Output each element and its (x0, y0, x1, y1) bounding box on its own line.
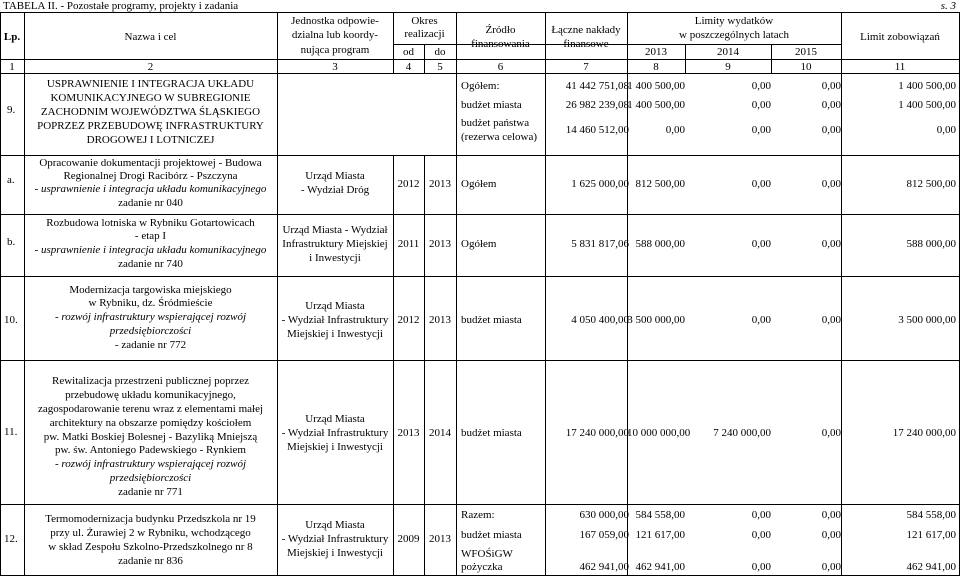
col-number: 7 (583, 61, 589, 73)
value-cell: 0,00 (751, 178, 771, 190)
row-name-line: Rozbudowa lotniska w Rybniku Gotartowicach (46, 217, 255, 229)
source-label: budżet miasta (461, 427, 522, 439)
row-unit-line: Infrastruktury Miejskiej (282, 238, 388, 250)
col-unit-header-2: dzialna lub koordy- (291, 29, 379, 41)
value-cell: 41 442 751,08 (565, 80, 629, 92)
source-label: Ogółem: (461, 80, 500, 92)
value-cell: 0,00 (821, 509, 841, 521)
row-unit-line: Urząd Miasta - Wydział (282, 224, 388, 236)
row-unit-line: - Wydział Infrastruktury (281, 314, 389, 326)
source-label: Razem: (461, 509, 495, 521)
row-task-number: zadanie nr 040 (118, 197, 183, 209)
row-name-line: USPRAWNIENIE I INTEGRACJA UKŁADU (46, 78, 255, 90)
row-unit-line: Miejskiej i Inwestycji (287, 441, 383, 453)
row-name-line: Termomodernizacja budynku Przedszkola nr 19 (45, 513, 256, 525)
value-cell: 0,00 (821, 178, 841, 190)
row-year-from: 2012 (397, 178, 420, 190)
value-cell: 584 558,00 (906, 509, 956, 521)
row-lp: 10. (4, 314, 18, 326)
source-label: Ogółem (461, 178, 497, 190)
source-label: budżet miasta (461, 99, 522, 111)
value-cell: 0,00 (751, 509, 771, 521)
row-year-to: 2014 (429, 427, 451, 439)
value-cell: 26 982 239,08 (565, 99, 629, 111)
row-unit-line: Miejskiej i Inwestycji (287, 547, 383, 559)
row-goal-line: przedsiębiorczości (109, 325, 192, 337)
col-lp-header: Lp. (3, 31, 21, 43)
row-name-line: KOMUNIKACYJNEGO W SUBREGIONIE (50, 92, 251, 104)
row-task-number: zadanie nr 740 (118, 258, 183, 270)
row-unit-line: Miejskiej i Inwestycji (287, 328, 383, 340)
value-cell: 17 240 000,00 (892, 427, 956, 439)
row-name-line: Regionalnej Drogi Racibórz - Pszczyna (63, 170, 238, 182)
source-label: budżet miasta (461, 314, 522, 326)
value-cell: 10 000 000,00 (627, 427, 691, 439)
row-goal-line: - usprawnienie i integracja układu komunikacyjnego (34, 183, 267, 195)
row-year-from: 2009 (397, 533, 420, 545)
value-cell: 462 941,00 (635, 561, 685, 573)
source-label: WFOŚiGW (461, 548, 513, 560)
row-unit-line: i Inwestycji (309, 252, 361, 264)
source-label: budżet państwa (461, 117, 530, 129)
row-task-number: - zadanie nr 772 (114, 339, 187, 351)
value-cell: 0,00 (751, 99, 771, 111)
value-cell: 7 240 000,00 (713, 427, 771, 439)
col-naklady-header-2: finansowe (563, 38, 609, 50)
value-cell: 584 558,00 (635, 509, 685, 521)
col-unit-header-3: nująca program (300, 44, 370, 56)
col-number: 5 (437, 61, 443, 73)
value-cell: 1 625 000,00 (571, 178, 629, 190)
value-cell: 0,00 (821, 99, 841, 111)
value-cell: 0,00 (665, 124, 685, 136)
value-cell: 812 500,00 (635, 178, 685, 190)
col-year-2013: 2013 (645, 46, 667, 58)
value-cell: 1 400 500,00 (627, 99, 685, 111)
row-unit-line: - Wydział Infrastruktury (281, 533, 389, 545)
value-cell: 0,00 (751, 561, 771, 573)
value-cell: 0,00 (751, 314, 771, 326)
row-unit-line: - Wydział Dróg (300, 184, 370, 196)
value-cell: 167 059,00 (579, 529, 629, 541)
row-name-line: pw. św. Antoniego Padewskiego - Rynkiem (55, 444, 246, 456)
value-cell: 0,00 (936, 124, 956, 136)
row-name-line: POPRZEZ PRZEBUDOWĘ INFRASTRUKTURY (37, 120, 264, 132)
value-cell: 0,00 (751, 124, 771, 136)
row-task-number: zadanie nr 771 (118, 486, 183, 498)
row-name-line: DROGOWEJ I LOTNICZEJ (86, 134, 215, 146)
col-do-header: do (434, 46, 446, 58)
col-zrodlo-header-2: finansowania (471, 38, 530, 50)
value-cell: 121 617,00 (635, 529, 685, 541)
row-lp: 11. (4, 426, 18, 438)
page-number: s. 3 (940, 0, 956, 12)
col-number: 2 (147, 61, 154, 73)
value-cell: 0,00 (751, 80, 771, 92)
row-year-from: 2011 (397, 238, 420, 250)
value-cell: 588 000,00 (906, 238, 956, 250)
row-name-line: Opracowanie dokumentacji projektowej - Budowa (39, 157, 262, 169)
row-unit-line: Urząd Miasta (305, 300, 365, 312)
row-year-from: 2012 (397, 314, 420, 326)
value-cell: 0,00 (821, 238, 841, 250)
col-number: 11 (894, 61, 906, 73)
col-limity-header-1: Limity wydatków (694, 15, 774, 27)
row-name-line: przy ul. Żurawiej 2 w Rybniku, wchodzącego (50, 527, 251, 539)
value-cell: 812 500,00 (906, 178, 956, 190)
value-cell: 3 500 000,00 (898, 314, 956, 326)
row-lp: 9. (7, 104, 16, 116)
row-goal-line: przedsiębiorczości (109, 472, 192, 484)
value-cell: 17 240 000,00 (565, 427, 629, 439)
value-cell: 3 500 000,00 (627, 314, 685, 326)
col-number: 1 (9, 61, 15, 73)
value-cell: 0,00 (821, 80, 841, 92)
value-cell: 462 941,00 (906, 561, 956, 573)
row-year-to: 2013 (429, 238, 451, 250)
row-year-from: 2013 (397, 427, 420, 439)
value-cell: 1 400 500,00 (898, 80, 956, 92)
col-limity-header-2: w poszczególnych latach (679, 29, 789, 41)
row-unit-line: - Wydział Infrastruktury (281, 427, 389, 439)
value-cell: 4 050 400,00 (571, 314, 629, 326)
row-name-line: przebudowę układu komunikacyjnego, (65, 389, 236, 401)
col-od-header: od (403, 46, 414, 58)
col-number: 4 (405, 61, 412, 73)
col-number: 9 (725, 61, 731, 73)
row-year-to: 2013 (429, 178, 451, 190)
row-name-line: pw. Matki Boskiej Bolesnej - Bazyliką Mniejszą (43, 431, 258, 443)
row-unit-line: Urząd Miasta (305, 170, 365, 182)
row-name-line: zagospodarowanie terenu wraz z elementami małej (37, 403, 264, 415)
row-task-number: zadanie nr 836 (118, 555, 183, 567)
row-lp: b. (7, 236, 16, 248)
row-unit-line: Urząd Miasta (305, 519, 365, 531)
value-cell: 630 000,00 (579, 509, 629, 521)
row-unit-line: Urząd Miasta (305, 413, 365, 425)
col-okres-header-1: Okres (411, 15, 438, 27)
value-cell: 0,00 (821, 124, 841, 136)
col-year-2014: 2014 (717, 46, 739, 58)
col-okres-header-2: realizacji (404, 28, 445, 40)
source-label: (rezerwa celowa) (461, 131, 538, 143)
row-goal-line: - rozwój infrastruktury wspierającej rozwój (54, 311, 247, 323)
col-zrodlo-header-1: Źródło (485, 24, 516, 36)
row-name-line: - etap I (134, 230, 167, 242)
col-naklady-header-1: Łączne nakłady (551, 24, 621, 36)
value-cell: 14 460 512,00 (565, 124, 629, 136)
col-unit-header-1: Jednostka odpowie- (291, 15, 379, 27)
value-cell: 0,00 (821, 427, 841, 439)
row-name-line: Modernizacja targowiska miejskiego (69, 284, 232, 296)
value-cell: 1 400 500,00 (627, 80, 685, 92)
value-cell: 0,00 (821, 529, 841, 541)
col-number: 8 (653, 61, 659, 73)
source-label: Ogółem (461, 238, 497, 250)
source-label: budżet miasta (461, 529, 522, 541)
table-title: TABELA II. - Pozostałe programy, projekty i zadania (3, 0, 239, 12)
row-year-to: 2013 (429, 314, 451, 326)
row-goal-line: - rozwój infrastruktury wspierającej rozwój (54, 458, 247, 470)
value-cell: 0,00 (751, 529, 771, 541)
col-number: 3 (332, 61, 338, 73)
row-lp: 12. (4, 533, 18, 545)
value-cell: 1 400 500,00 (898, 99, 956, 111)
value-cell: 0,00 (751, 238, 771, 250)
source-label: pożyczka (461, 561, 503, 573)
row-name-line: architektury na obszarze pomiędzy kościołem (49, 417, 252, 429)
row-name-line: ZACHODNIM WOJEWÓDZTWA ŚLĄSKIEGO (40, 106, 261, 118)
col-year-2015: 2015 (795, 46, 817, 58)
row-goal-line: - usprawnienie i integracja układu komunikacyjnego (34, 244, 267, 256)
row-name-line: Rewitalizacja przestrzeni publicznej poprzez (52, 375, 249, 387)
value-cell: 462 941,00 (579, 561, 629, 573)
row-year-to: 2013 (429, 533, 451, 545)
value-cell: 0,00 (821, 314, 841, 326)
value-cell: 0,00 (821, 561, 841, 573)
row-name-line: w Rybniku, dz. Śródmieście (88, 297, 213, 309)
row-lp: a. (7, 174, 15, 186)
value-cell: 588 000,00 (635, 238, 685, 250)
row-name-line: w skład Zespołu Szkolno-Przedszkolnego nr 8 (48, 541, 253, 553)
col-name-header: Nazwa i cel (124, 31, 177, 43)
col-limit-zob-header: Limit zobowiązań (860, 31, 940, 43)
col-number: 6 (497, 61, 504, 73)
value-cell: 5 831 817,06 (571, 238, 629, 250)
col-number: 10 (800, 61, 812, 73)
value-cell: 121 617,00 (906, 529, 956, 541)
